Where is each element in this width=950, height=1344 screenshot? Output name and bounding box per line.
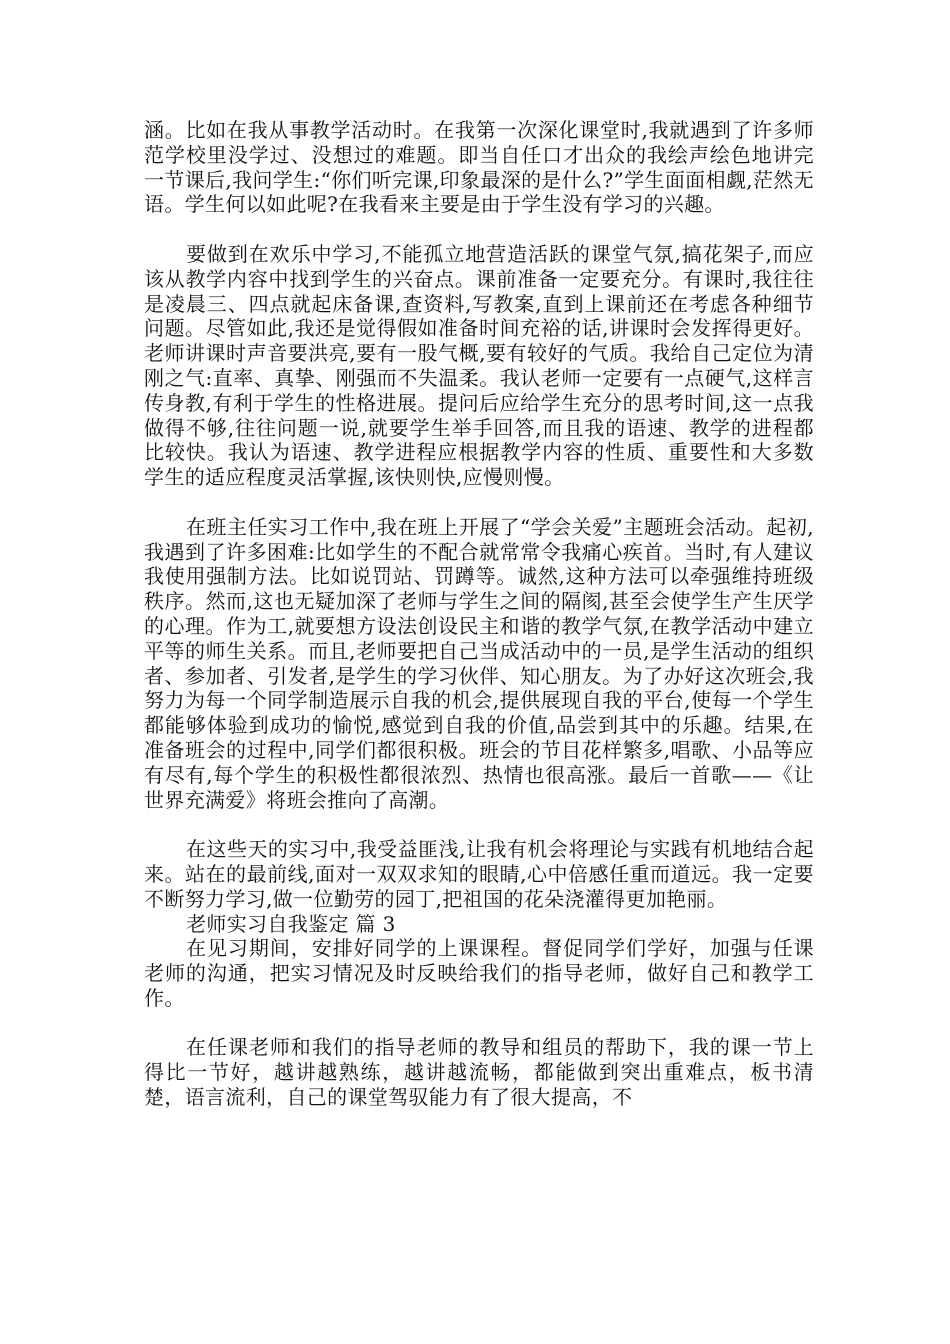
paragraph-internship-reflection: 在这些天的实习中,我受益匪浅,让我有机会将理论与实践有机地结合起来。站在的最前线,面对一双双求知的眼睛,心中倍感任重而道远。我一定要不断努力学习,做一位勤劳的园丁,把祖国的花朵浇灌得更加艳丽。 — [144, 837, 814, 911]
paragraph-class-meeting: 在班主任实习工作中,我在班上开展了“学会关爱”主题班会活动。起初,我遇到了许多困难:比如学生的不配合就常常令我痛心疾首。当时,有人建议我使用强制方法。比如说罚站、罚蹲等。诚然,这种方法可以牵强维持班级秩序。然而,这也无疑加深了老师与学生之间的隔阂,甚至会使学生产生厌学的心理。作为工,就要想方设法创设民主和谐的教学气氛,在教学活动中建立平等的师生关系。而且,老师要把自己当成活动中的一员,是学生活动的组织者、参加者、引发者,是学生的学习伙伴、知心朋友。为了办好这次班会,我努力为每一个同学制造展示自我的机会,提供展现自我的平台,使每一个学生都能够体验到成功的愉悦,感觉到自我的价值,品尝到其中的乐趣。结果,在准备班会的过程中,同学们都很积极。班会的节目花样繁多,唱歌、小品等应有尽有,每个学生的积极性都很浓烈、热情也很高涨。最后一首歌——《让世界充满爱》将班会推向了高潮。 — [144, 514, 814, 812]
paragraph-observation-period: 在见习期间，安排好同学的上课课程。督促同学们学好，加强与任课老师的沟通，把实习情况及时反映给我们的指导老师，做好自己和教学工作。 — [144, 936, 814, 1010]
paragraph-continuation: 涵。比如在我从事教学活动时。在我第一次深化课堂时,我就遇到了许多师范学校里没学过、没想过的难题。即当自任口才出众的我绘声绘色地讲完一节课后,我问学生:“你们听完课,印象最深的是什么?”学生面面相觑,茫然无语。学生何以如此呢?在我看来主要是由于学生没有学习的兴趣。 — [144, 118, 814, 217]
document-body — [144, 118, 814, 1110]
paragraph-teaching-progress: 在任课老师和我们的指导老师的教导和组员的帮助下，我的课一节上得比一节好，越讲越熟练，越讲越流畅，都能做到突出重难点，板书清楚，语言流利，自己的课堂驾驭能力有了很大提高，不 — [144, 1035, 814, 1110]
section-heading: 老师实习自我鉴定 篇 3 — [186, 911, 396, 936]
paragraph-lesson-preparation: 要做到在欢乐中学习,不能孤立地营造活跃的课堂气氛,搞花架子,而应该从教学内容中找到学生的兴奋点。课前准备一定要充分。有课时,我往往是凌晨三、四点就起床备课,查资料,写教案,直到上课前还在考虑各种细节问题。尽管如此,我还是觉得假如准备时间充裕的话,讲课时会发挥得更好。老师讲课时声音要洪亮,要有一股气概,要有较好的气质。我给自己定位为清刚之气:直率、真挚、刚强而不失温柔。我认老师一定要有一点硬气,这样言传身教,有利于学生的性格进展。提问后应给学生充分的思考时间,这一点我做得不够,往往问题一说,就要学生举手回答,而且我的语速、教学的进程都比较快。我认为语速、教学进程应根据教学内容的性质、重要性和大多数学生的适应程度灵活掌握,该快则快,应慢则慢。 — [144, 241, 814, 490]
